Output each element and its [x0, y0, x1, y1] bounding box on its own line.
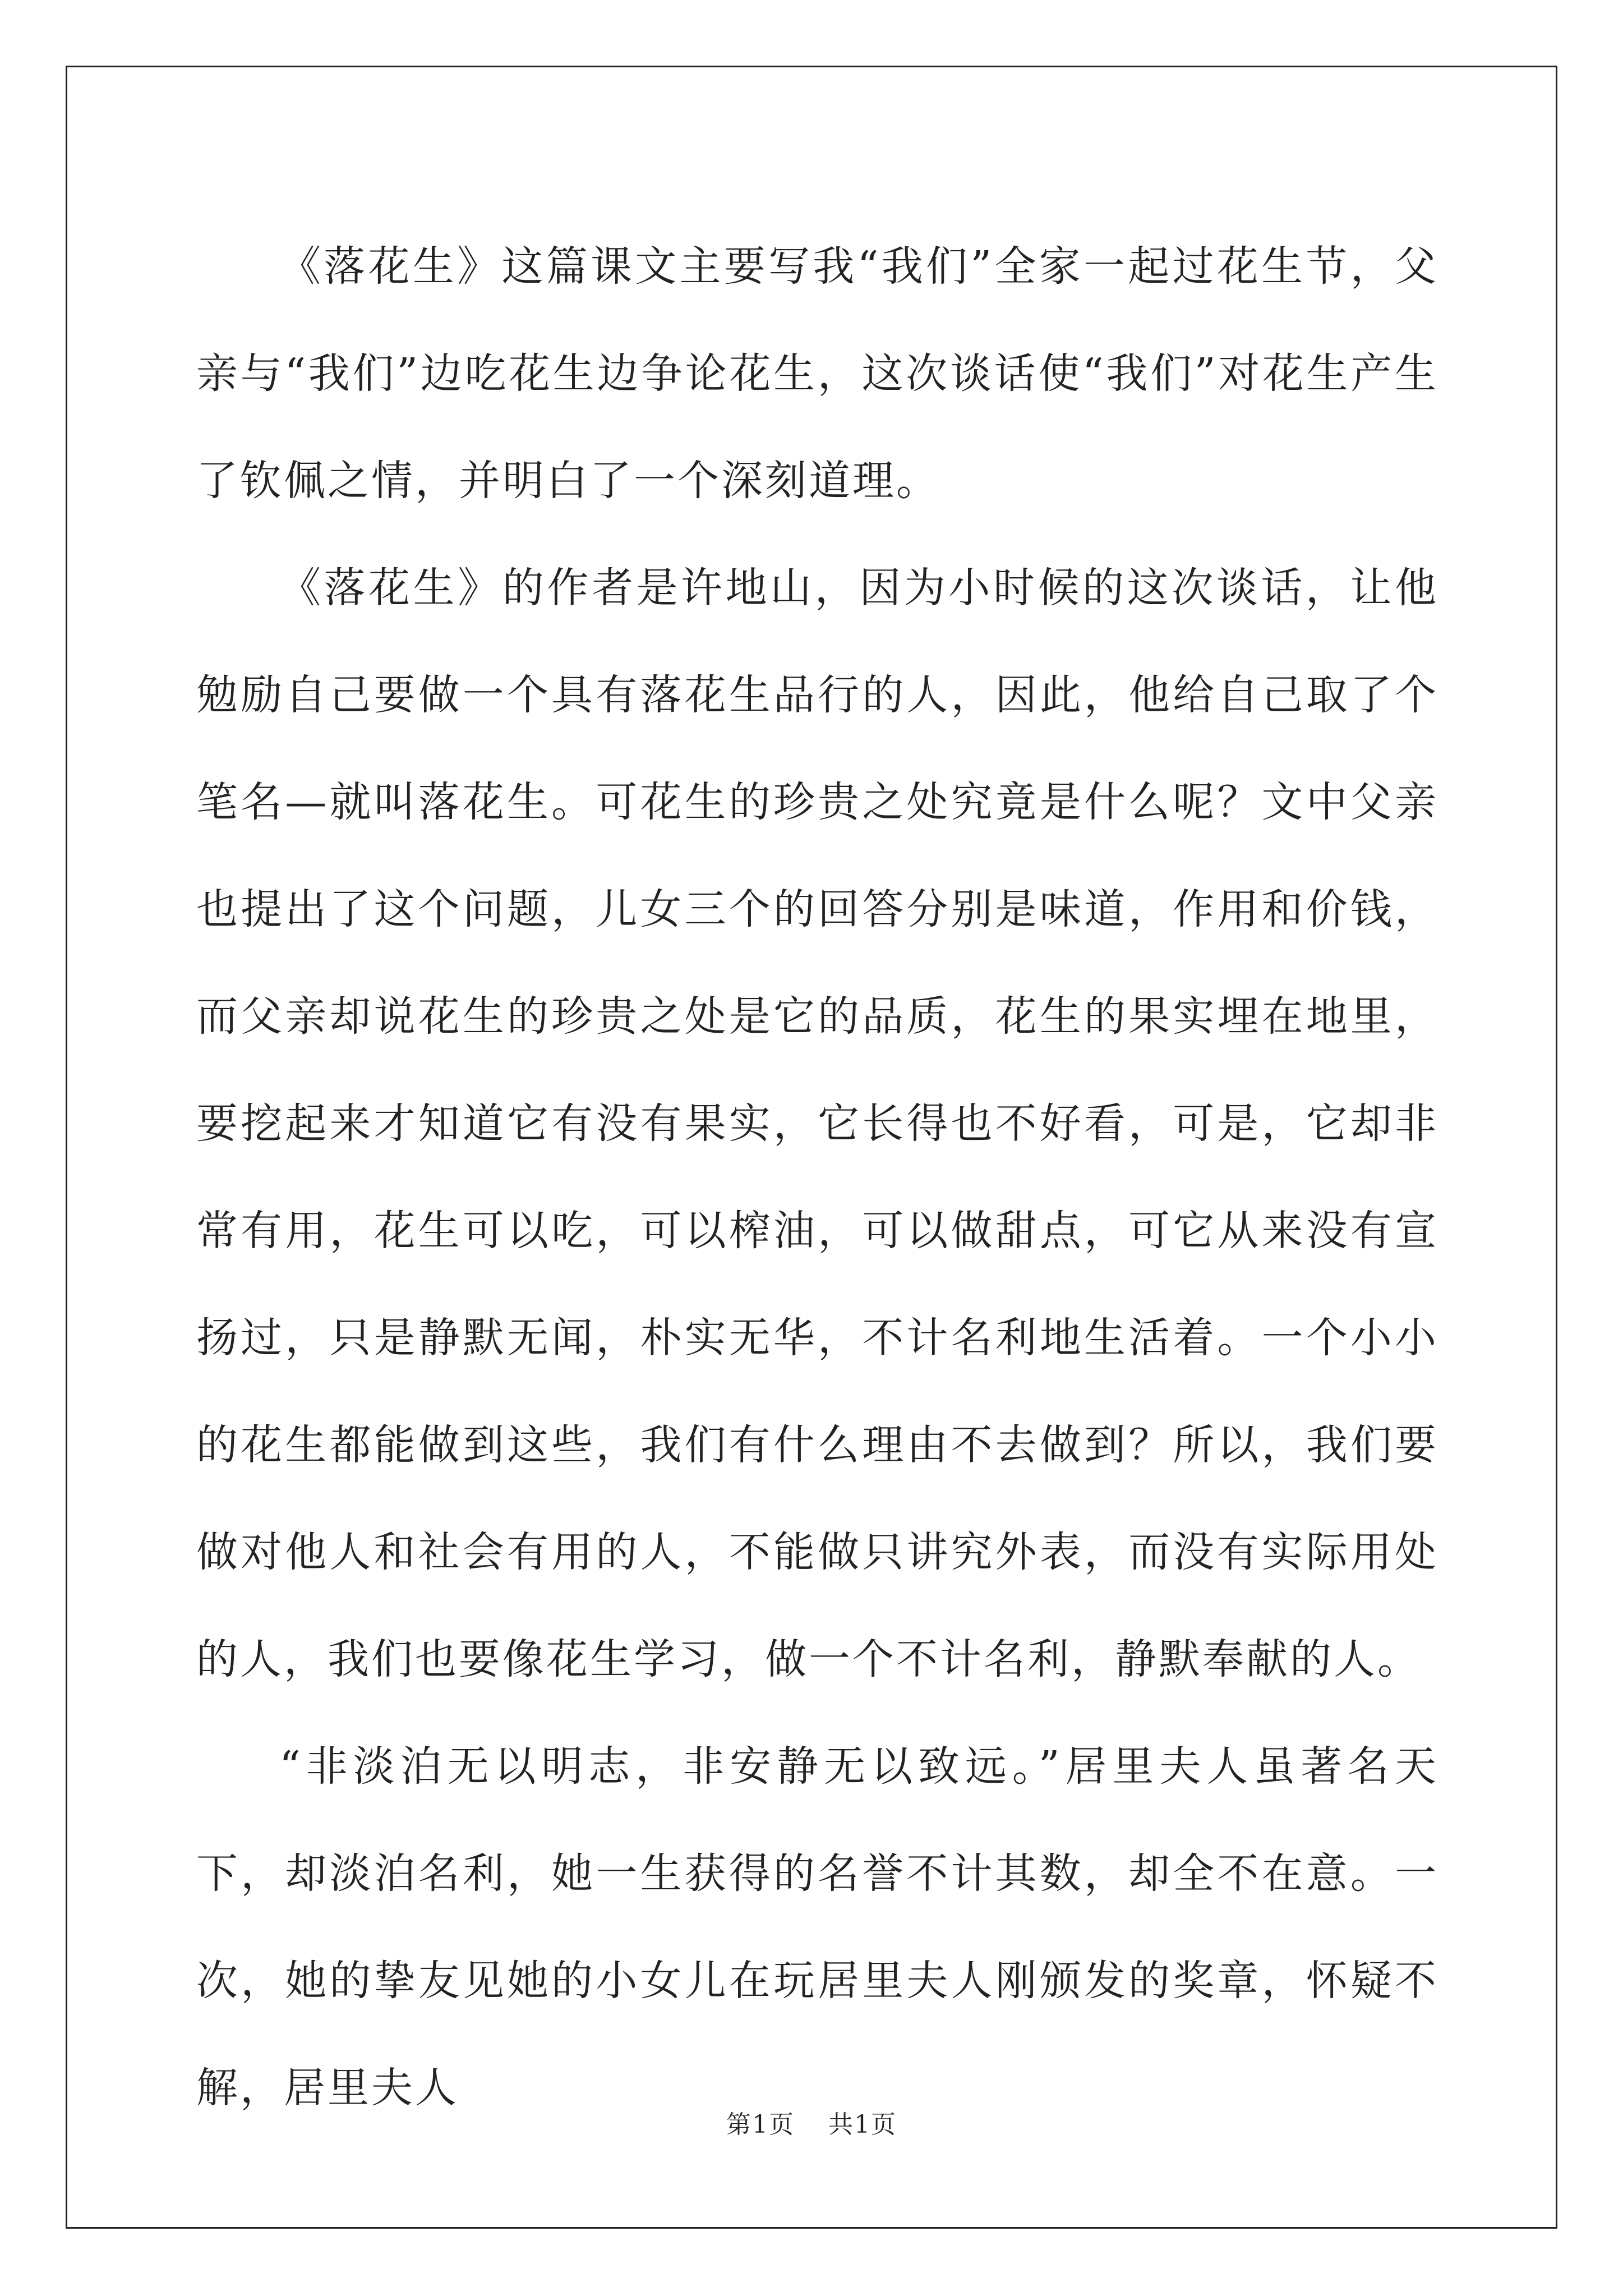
page-footer [0, 2108, 1623, 2142]
paragraph-1: 《落花生》这篇课文主要写我“我们”全家一起过花生节，父亲与“我们”边吃花生边争论花生，这次谈话使“我们”对花生产生了钦佩之情，并明白了一个深刻道理。 [196, 242, 1438, 505]
page-number: 第1页 [726, 2110, 795, 2139]
paragraph-3: “非淡泊无以明志，非安静无以致远。”居里夫人虽著名天下，却淡泊名利，她一生获得的名誉不计其数，却全不在意。一次，她的挚友见她的小女儿在玩居里夫人刚颁发的奖章，怀疑不解，居里夫人 [196, 1742, 1438, 2112]
page-total: 共1页 [828, 2110, 897, 2139]
paragraph-2: 《落花生》的作者是许地山，因为小时候的这次谈话，让他勉励自己要做一个具有落花生品行的人，因此，他给自己取了个笔名—就叫落花生。可花生的珍贵之处究竟是什么呢？文中父亲也提出了这个问题，儿女三个的回答分别是味道，作用和价钱，而父亲却说花生的珍贵之处是它的品质，花生的果实埋在地里，要挖起来才知道它有没有果实，它长得也不好看，可是，它却非常有用，花生可以吃，可以榨油，可以做甜点，可它从来没有宣扬过，只是静默无闻，朴实无华，不计名利地生活着。一个小小的花生都能做到这些，我们有什么理由不去做到？所以，我们要做对他人和社会有用的人，不能做只讲究外表，而没有实际用处的人，我们也要像花生学习，做一个不计名利，静默奉献的人。 [196, 564, 1438, 1683]
document-body [196, 213, 1438, 2142]
